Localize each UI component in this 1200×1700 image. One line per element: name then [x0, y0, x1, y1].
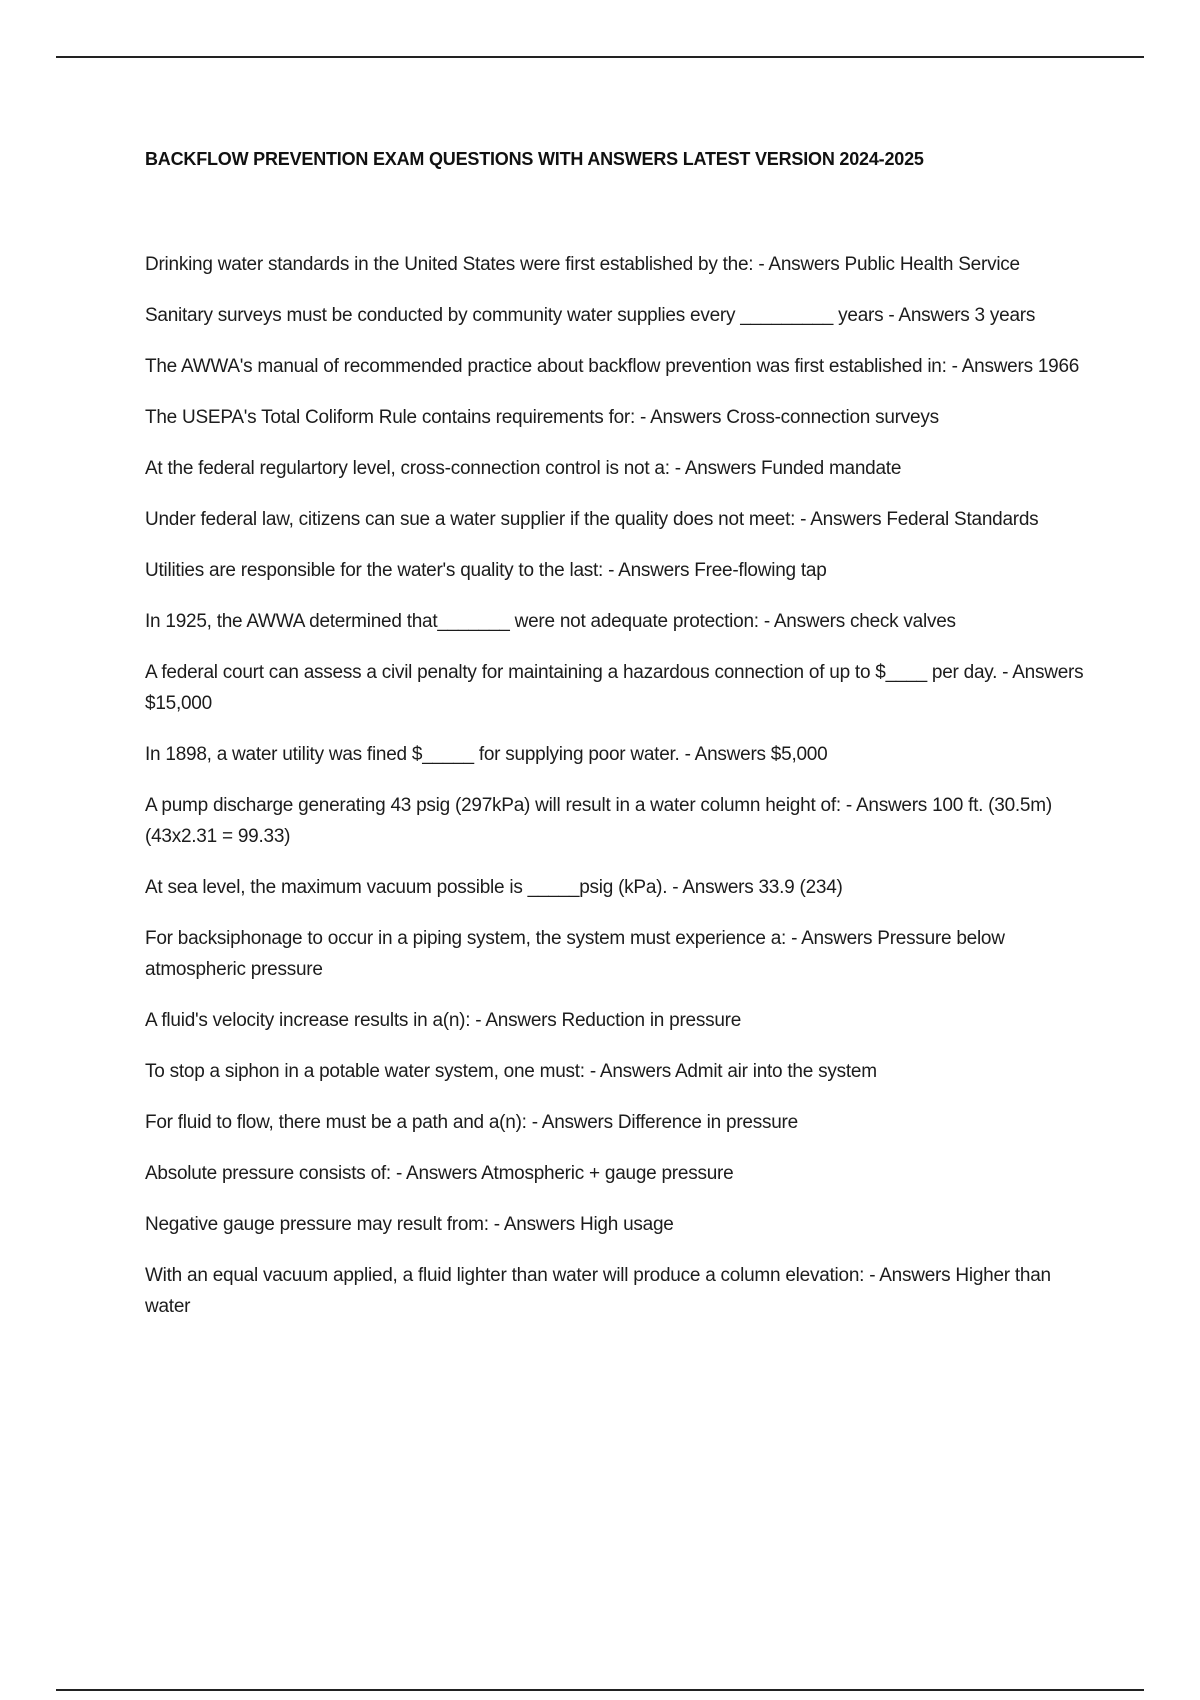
- qa-item-8: In 1925, the AWWA determined that_______ were not adequate protection: - Answers check valves: [145, 611, 956, 632]
- qa-item-2: Sanitary surveys must be conducted by community water supplies every _________ years - Answers 3 years: [145, 305, 1036, 326]
- qa-item-10: In 1898, a water utility was fined $_____ for supplying poor water. - Answers $5,000: [145, 744, 828, 765]
- qa-item-9: A federal court can assess a civil penalty for maintaining a hazardous connection of up to $____ per day. - Answers $15,000: [145, 662, 1084, 714]
- qa-item-19: With an equal vacuum applied, a fluid lighter than water will produce a column elevation: - Answers Higher than water: [145, 1265, 1051, 1317]
- qa-item-5: At the federal regulartory level, cross-connection control is not a: - Answers Funded mandate: [145, 458, 902, 479]
- qa-item-17: Absolute pressure consists of: - Answers Atmospheric + gauge pressure: [145, 1163, 734, 1184]
- top-rule: [56, 56, 1144, 58]
- bottom-rule: [56, 1689, 1144, 1691]
- document-title: BACKFLOW PREVENTION EXAM QUESTIONS WITH ANSWERS LATEST VERSION 2024-2025: [145, 149, 924, 169]
- qa-item-7: Utilities are responsible for the water's quality to the last: - Answers Free-flowing tap: [145, 560, 827, 581]
- qa-item-4: The USEPA's Total Coliform Rule contains requirements for: - Answers Cross-connection surveys: [145, 407, 939, 428]
- qa-item-12: At sea level, the maximum vacuum possible is _____psig (kPa). - Answers 33.9 (234): [145, 877, 843, 898]
- qa-item-11: A pump discharge generating 43 psig (297kPa) will result in a water column height of: - Answers 100 ft. (30.5m) (43x2.31 = 99.33): [145, 795, 1052, 847]
- qa-item-18: Negative gauge pressure may result from: - Answers High usage: [145, 1214, 674, 1235]
- qa-item-1: Drinking water standards in the United States were first established by the: - Answers Public Health Service: [145, 254, 1020, 275]
- qa-item-13: For backsiphonage to occur in a piping system, the system must experience a: - Answers Pressure below atmospheric pressure: [145, 928, 1005, 980]
- qa-item-6: Under federal law, citizens can sue a water supplier if the quality does not meet: - Answers Federal Standards: [145, 509, 1039, 530]
- qa-list: [145, 249, 1095, 1342]
- qa-item-14: A fluid's velocity increase results in a(n): - Answers Reduction in pressure: [145, 1010, 742, 1031]
- qa-item-15: To stop a siphon in a potable water system, one must: - Answers Admit air into the system: [145, 1061, 877, 1082]
- qa-item-3: The AWWA's manual of recommended practice about backflow prevention was first established in: - Answers 1966: [145, 356, 1080, 377]
- qa-item-16: For fluid to flow, there must be a path and a(n): - Answers Difference in pressure: [145, 1112, 798, 1133]
